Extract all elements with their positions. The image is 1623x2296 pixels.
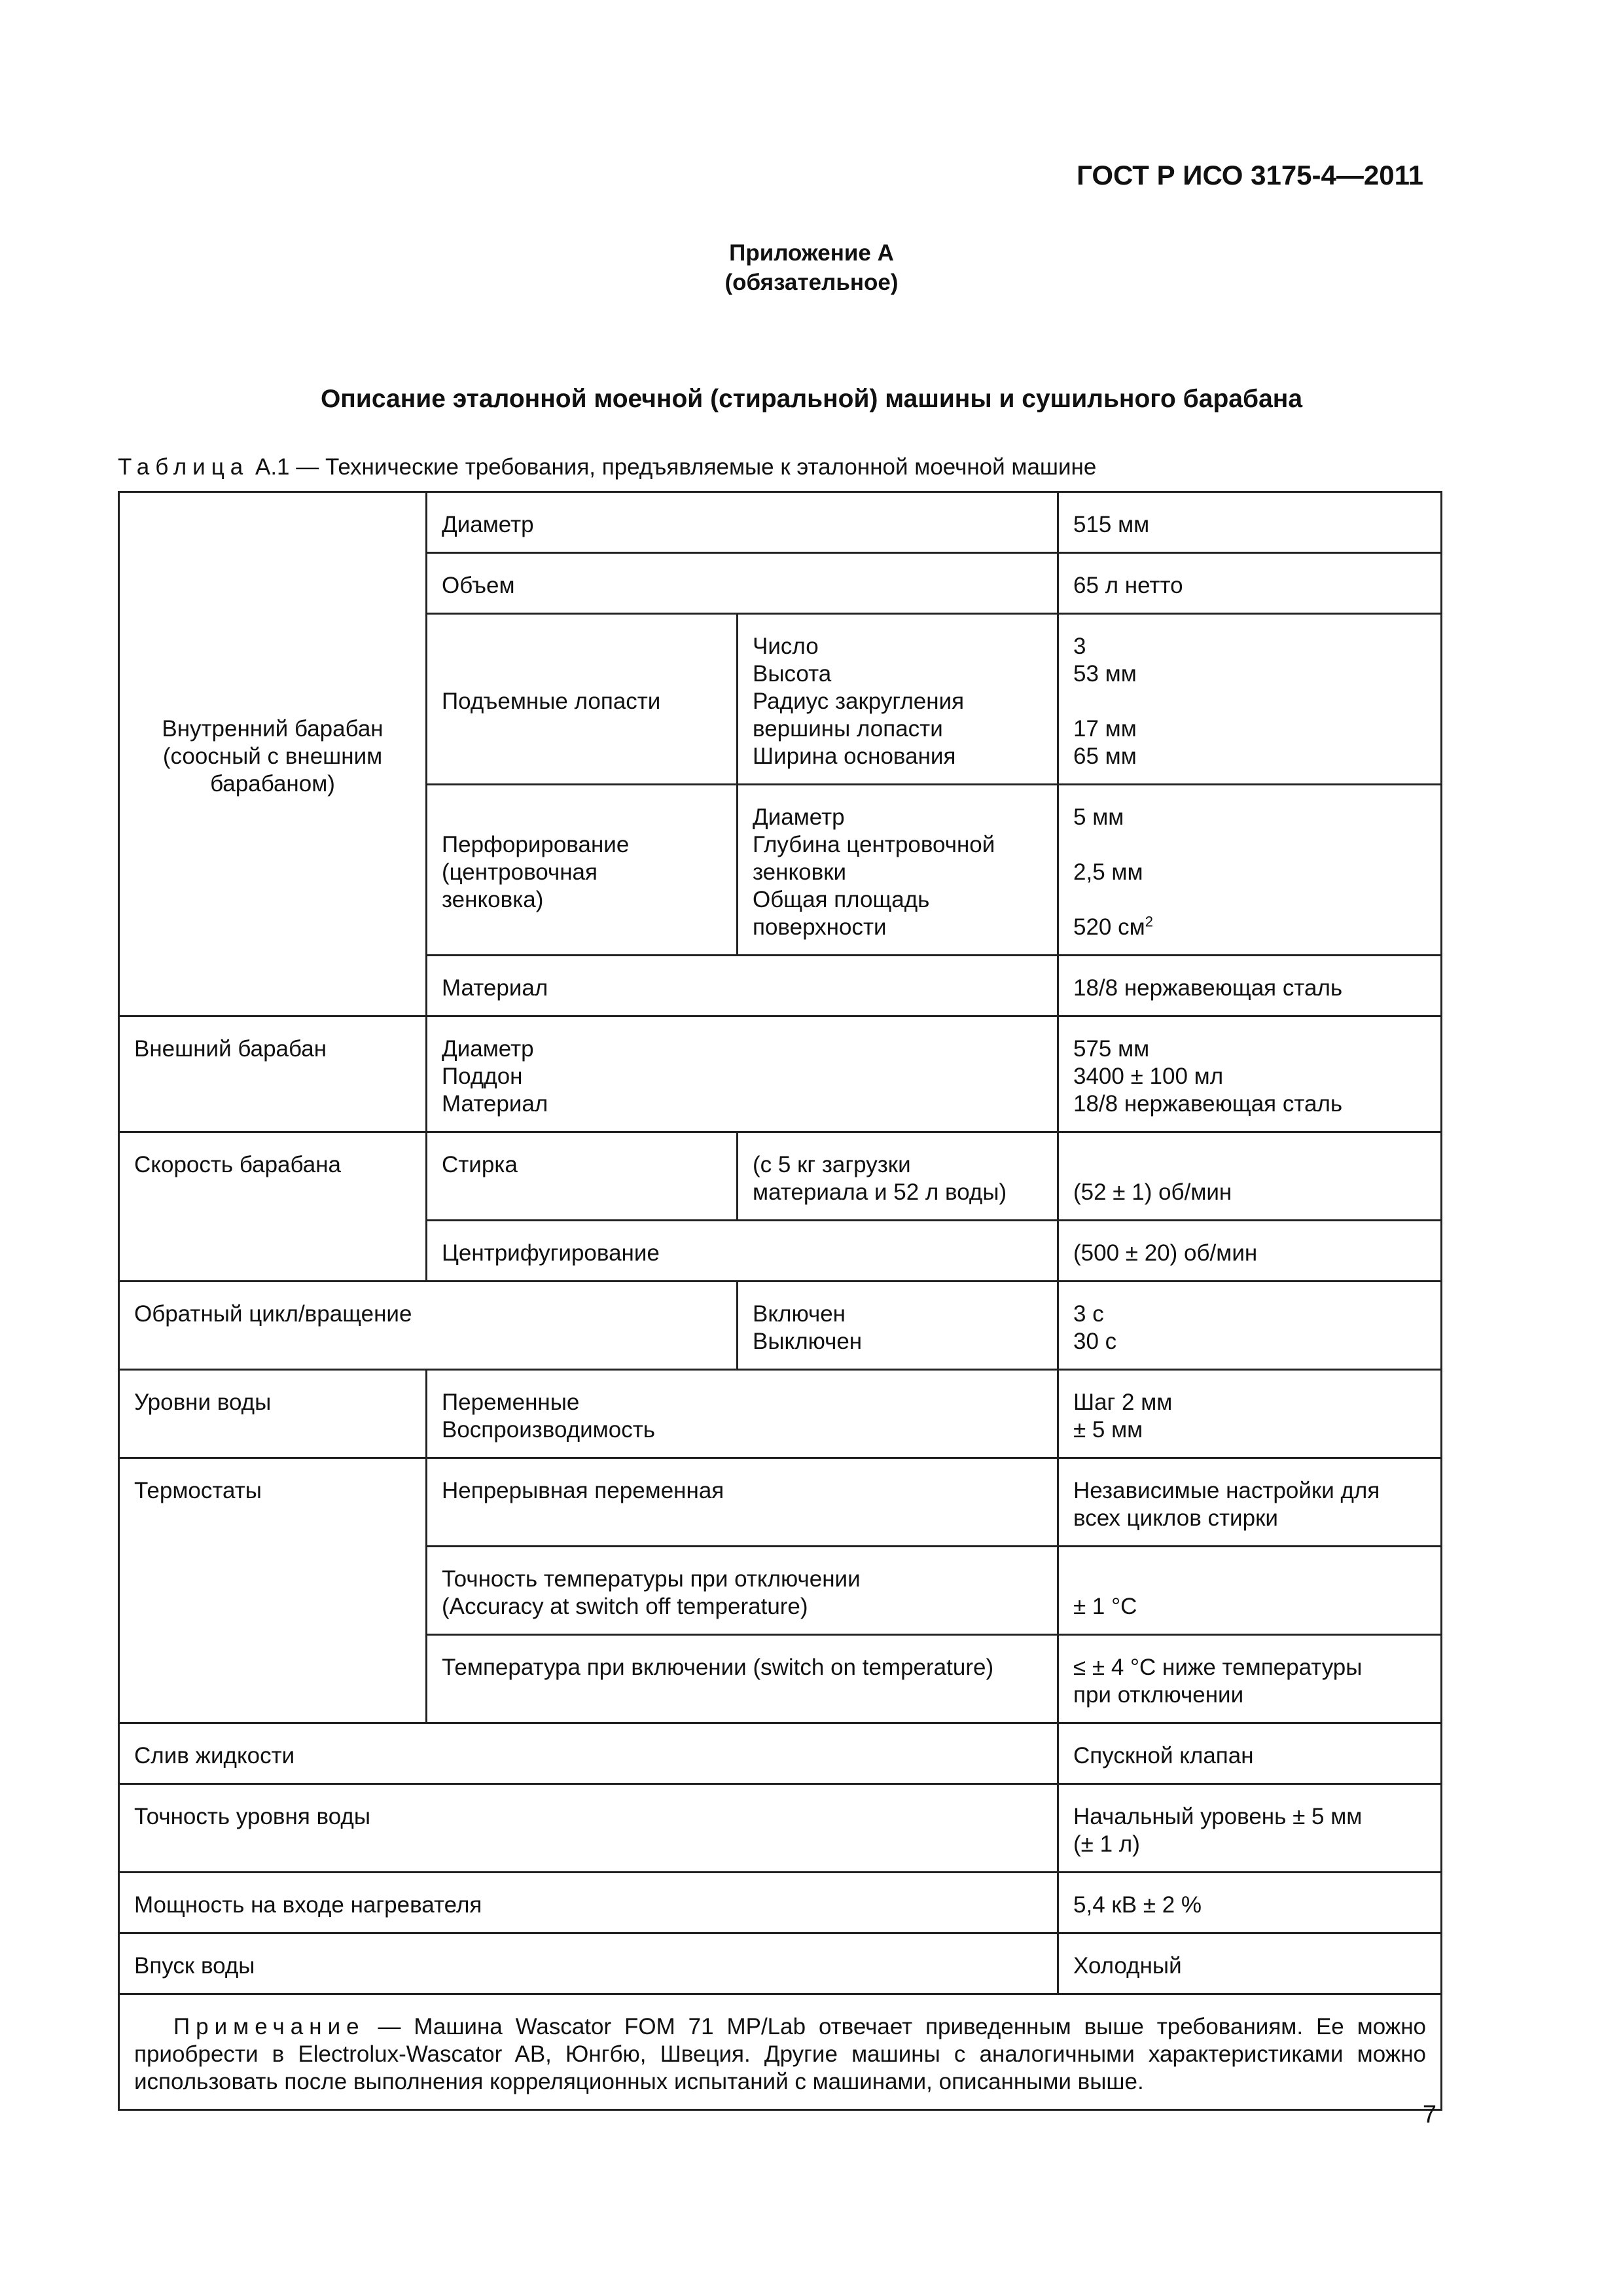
wash-name: Стирка bbox=[427, 1132, 738, 1221]
reverse-cycle-params bbox=[738, 1282, 1058, 1370]
thermostats-label: Термостаты bbox=[119, 1458, 427, 1723]
continuous-value-line: Независимые настройки для bbox=[1073, 1478, 1380, 1503]
section-title: Описание эталонной моечной (стиральной) машины и сушильного барабана bbox=[320, 385, 1303, 413]
reverse-cycle-value: 3 с bbox=[1073, 1301, 1104, 1327]
perforation-param: Глубина центровочной bbox=[753, 832, 995, 857]
perforation-value: 5 мм bbox=[1073, 804, 1124, 830]
annex-status: (обязательное) bbox=[724, 270, 899, 295]
note-text: — Машина Wascator FOM 71 MP/Lab отвечает приведенным выше требованиям. Ее можно приобрести в Electrolux-Wascator AB, Юнгбю, Швеция. Другие машины с аналогичными характеристиками можно использовать после выполнения корреляционных испытаний с машинами, описанными выше. bbox=[134, 2014, 1426, 2094]
table-row bbox=[119, 1784, 1442, 1873]
level-accuracy-value-line: Начальный уровень ± 5 мм bbox=[1073, 1804, 1363, 1829]
reverse-cycle-param: Выключен bbox=[753, 1329, 863, 1354]
table-row bbox=[119, 1458, 1442, 1547]
drum-speed-label: Скорость барабана bbox=[119, 1132, 427, 1282]
wash-condition-line: (с 5 кг загрузки bbox=[753, 1152, 911, 1177]
outer-drum-label: Внешний барабан bbox=[119, 1016, 427, 1132]
lifters-value: 3 bbox=[1073, 634, 1086, 659]
perforation-name-line: Перфорирование bbox=[442, 832, 630, 857]
inner-diameter-name: Диаметр bbox=[427, 492, 1058, 553]
outer-drum-param: Поддон bbox=[442, 1064, 523, 1089]
table-row bbox=[119, 1282, 1442, 1370]
reverse-cycle-label: Обратный цикл/вращение bbox=[119, 1282, 738, 1370]
lifters-param: Число bbox=[753, 634, 819, 659]
specifications-table bbox=[118, 491, 1442, 2111]
wash-condition bbox=[738, 1132, 1058, 1221]
level-accuracy-value-line: (± 1 л) bbox=[1073, 1831, 1140, 1857]
water-inlet-value: Холодный bbox=[1058, 1933, 1442, 1994]
continuous-name: Непрерывная переменная bbox=[427, 1458, 1058, 1547]
spin-value: (500 ± 20) об/мин bbox=[1058, 1221, 1442, 1282]
table-row bbox=[119, 1132, 1442, 1221]
perforation-value: 2,5 мм bbox=[1073, 859, 1143, 885]
perforation-name bbox=[427, 785, 738, 956]
outer-drum-params bbox=[427, 1016, 1058, 1132]
table-row bbox=[119, 1873, 1442, 1933]
switch-off-name-line: (Accuracy at switch off temperature) bbox=[442, 1594, 808, 1619]
inner-drum-label bbox=[119, 492, 427, 1016]
inner-volume-value: 65 л нетто bbox=[1058, 553, 1442, 614]
perforation-values bbox=[1058, 785, 1442, 956]
perforation-area-number: 520 см bbox=[1073, 914, 1145, 940]
switch-off-name-line: Точность температуры при отключении bbox=[442, 1566, 861, 1592]
water-levels-param: Переменные bbox=[442, 1390, 580, 1415]
water-levels-label: Уровни воды bbox=[119, 1370, 427, 1458]
reverse-cycle-value: 30 с bbox=[1073, 1329, 1117, 1354]
table-row bbox=[119, 1016, 1442, 1132]
outer-drum-value: 18/8 нержавеющая сталь bbox=[1073, 1091, 1343, 1117]
table-caption-prefix: Таблица bbox=[118, 454, 249, 480]
annex-heading bbox=[0, 238, 1623, 297]
switch-on-value bbox=[1058, 1635, 1442, 1723]
switch-off-name bbox=[427, 1547, 1058, 1635]
table-row bbox=[119, 1994, 1442, 2110]
table-row bbox=[119, 1723, 1442, 1784]
level-accuracy-value bbox=[1058, 1784, 1442, 1873]
lifters-name: Подъемные лопасти bbox=[427, 614, 738, 785]
reverse-cycle-values bbox=[1058, 1282, 1442, 1370]
level-accuracy-label: Точность уровня воды bbox=[119, 1784, 1058, 1873]
page-number: 7 bbox=[1422, 2101, 1436, 2128]
heater-power-value: 5,4 кВ ± 2 % bbox=[1058, 1873, 1442, 1933]
annex-title: Приложение А bbox=[729, 240, 894, 266]
lifters-param: Ширина основания bbox=[753, 744, 956, 769]
table-caption bbox=[118, 454, 1096, 480]
continuous-value bbox=[1058, 1458, 1442, 1547]
table-row bbox=[119, 492, 1442, 553]
perforation-params bbox=[738, 785, 1058, 956]
lifters-value: 53 мм bbox=[1073, 661, 1137, 687]
inner-drum-label-line: Внутренний барабан bbox=[162, 716, 383, 742]
reverse-cycle-param: Включен bbox=[753, 1301, 846, 1327]
outer-drum-value: 3400 ± 100 мл bbox=[1073, 1064, 1224, 1089]
perforation-area-exponent: 2 bbox=[1145, 913, 1153, 930]
water-levels-value: Шаг 2 мм bbox=[1073, 1390, 1173, 1415]
inner-volume-name: Объем bbox=[427, 553, 1058, 614]
table-row bbox=[119, 1933, 1442, 1994]
perforation-param: поверхности bbox=[753, 914, 887, 940]
inner-material-name: Материал bbox=[427, 956, 1058, 1016]
table-note bbox=[119, 1994, 1442, 2110]
lifters-value-gap bbox=[1073, 688, 1426, 715]
inner-drum-label-line: барабаном) bbox=[210, 771, 335, 797]
switch-on-value-line: ≤ ± 4 °С ниже температуры bbox=[1073, 1655, 1363, 1680]
wash-value: (52 ± 1) об/мин bbox=[1058, 1132, 1442, 1221]
outer-drum-param: Материал bbox=[442, 1091, 548, 1117]
outer-drum-value: 575 мм bbox=[1073, 1036, 1150, 1062]
lifters-param: вершины лопасти bbox=[753, 716, 943, 742]
note-prefix: Примечание bbox=[173, 2014, 365, 2039]
continuous-value-line: всех циклов стирки bbox=[1073, 1505, 1278, 1531]
perforation-value-gap bbox=[1073, 886, 1426, 914]
switch-on-name: Температура при включении (switch on temperature) bbox=[427, 1635, 1058, 1723]
lifters-params bbox=[738, 614, 1058, 785]
spin-name: Центрифугирование bbox=[427, 1221, 1058, 1282]
document-code: ГОСТ Р ИСО 3175-4—2011 bbox=[1077, 160, 1423, 190]
drain-label: Слив жидкости bbox=[119, 1723, 1058, 1784]
lifters-value: 17 мм bbox=[1073, 716, 1137, 742]
perforation-value-gap bbox=[1073, 831, 1426, 859]
perforation-name-line: (центровочная bbox=[442, 859, 597, 885]
switch-on-value-line: при отключении bbox=[1073, 1682, 1244, 1708]
perforation-param: Диаметр bbox=[753, 804, 845, 830]
lifters-value: 65 мм bbox=[1073, 744, 1137, 769]
heater-power-label: Мощность на входе нагревателя bbox=[119, 1873, 1058, 1933]
perforation-param: Общая площадь bbox=[753, 887, 930, 912]
outer-drum-values bbox=[1058, 1016, 1442, 1132]
perforation-area-value bbox=[1073, 914, 1426, 941]
switch-off-value: ± 1 °С bbox=[1058, 1547, 1442, 1635]
lifters-param: Высота bbox=[753, 661, 832, 687]
table-row bbox=[119, 1370, 1442, 1458]
perforation-param: зенковки bbox=[753, 859, 847, 885]
water-levels-value: ± 5 мм bbox=[1073, 1417, 1143, 1443]
table-caption-text: А.1 — Технические требования, предъявляемые к эталонной моечной машине bbox=[255, 454, 1097, 480]
inner-drum-label-line: (соосный с внешним bbox=[162, 744, 383, 769]
lifters-param: Радиус закругления bbox=[753, 689, 965, 714]
wash-condition-line: материала и 52 л воды) bbox=[753, 1179, 1007, 1205]
water-levels-param: Воспроизводимость bbox=[442, 1417, 655, 1443]
water-inlet-label: Впуск воды bbox=[119, 1933, 1058, 1994]
outer-drum-param: Диаметр bbox=[442, 1036, 534, 1062]
drain-value: Спускной клапан bbox=[1058, 1723, 1442, 1784]
water-levels-values bbox=[1058, 1370, 1442, 1458]
inner-material-value: 18/8 нержавеющая сталь bbox=[1058, 956, 1442, 1016]
inner-diameter-value: 515 мм bbox=[1058, 492, 1442, 553]
water-levels-params bbox=[427, 1370, 1058, 1458]
perforation-name-line: зенковка) bbox=[442, 887, 544, 912]
lifters-values bbox=[1058, 614, 1442, 785]
